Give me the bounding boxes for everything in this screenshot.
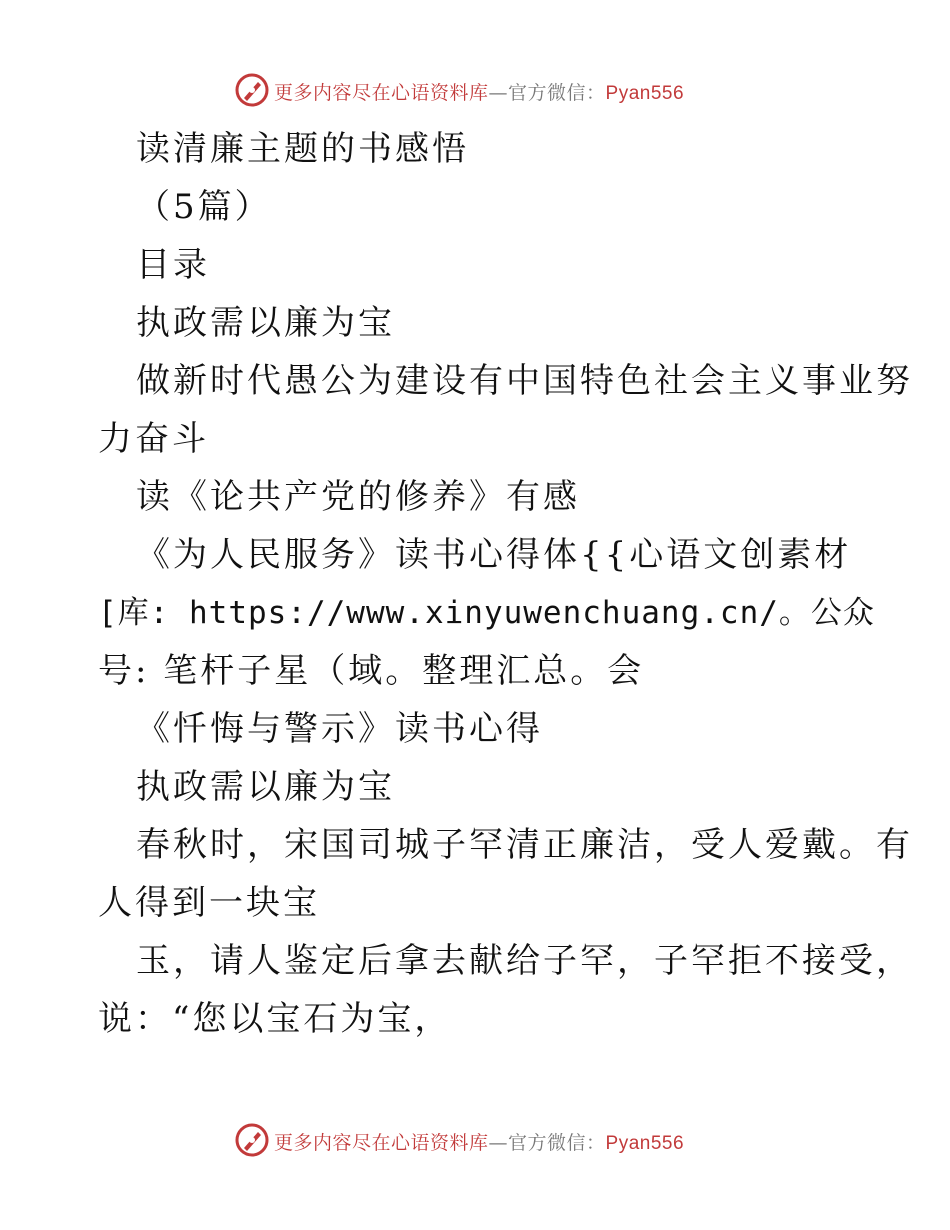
pen-logo-icon	[234, 72, 270, 108]
pen-logo-icon	[234, 1122, 270, 1158]
footer-banner	[0, 1118, 950, 1162]
toc-item: 做新时代愚公为建设有中国特色社会主义事业努	[136, 361, 913, 401]
banner-main-text: 更多内容尽在心语资料库	[274, 1132, 489, 1154]
header-banner	[0, 68, 950, 112]
banner-wechat-id: Pyan556	[605, 1133, 685, 1154]
paragraph-line: 说：“您以宝石为宝，	[98, 999, 452, 1039]
doc-subtitle: （5篇）	[136, 187, 272, 227]
paragraph-line: 人得到一块宝	[98, 883, 320, 923]
paragraph-line: 春秋时，宋国司城子罕清正廉洁，受人爱戴。有	[136, 825, 913, 865]
banner-text	[274, 78, 684, 105]
banner-main-text: 更多内容尽在心语资料库	[274, 82, 489, 104]
toc-heading: 目录	[136, 245, 210, 285]
toc-item-continued: 号: 笔杆子星（域。整理汇总。会	[98, 651, 645, 691]
toc-item: 执政需以廉为宝	[136, 303, 395, 343]
banner-separator: —	[488, 82, 509, 104]
banner-text	[274, 1128, 684, 1155]
toc-item-continued: 力奋斗	[98, 419, 209, 459]
toc-item: 读《论共产党的修养》有感	[136, 477, 580, 517]
toc-item: 《忏悔与警示》读书心得	[136, 709, 543, 749]
banner-official-label: 官方微信：	[508, 1132, 606, 1154]
banner-official-label: 官方微信：	[508, 82, 606, 104]
document-body	[98, 120, 913, 1048]
banner-wechat-id: Pyan556	[605, 83, 685, 104]
paragraph-line: 玉，请人鉴定后拿去献给子罕，子罕拒不接受，	[136, 941, 913, 981]
toc-item-continued: [库: https://www.xinyuwenchuang.cn/。公众	[98, 595, 875, 631]
doc-title: 读清廉主题的书感悟	[136, 129, 469, 169]
section-heading: 执政需以廉为宝	[136, 767, 395, 807]
toc-item: 《为人民服务》读书心得体{{心语文创素材	[136, 535, 852, 575]
banner-separator: —	[488, 1132, 509, 1154]
